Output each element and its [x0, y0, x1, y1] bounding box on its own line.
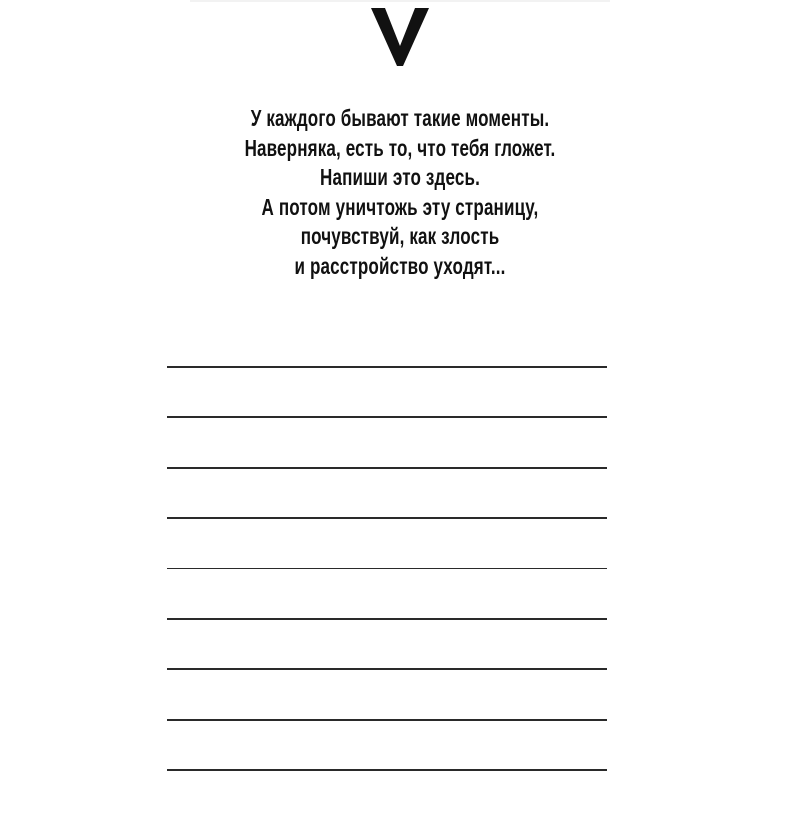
writing-line[interactable]: [167, 366, 607, 368]
writing-line[interactable]: [167, 517, 607, 519]
writing-line[interactable]: [167, 668, 607, 670]
writing-line[interactable]: [167, 467, 607, 469]
prompt-line: почувствуй, как злость: [300, 223, 500, 249]
writing-line[interactable]: [167, 719, 607, 721]
writing-line[interactable]: [167, 769, 607, 771]
prompt-line: Наверняка, есть то, что тебя гложет.: [244, 134, 556, 161]
prompt-line: Напиши это здесь.: [320, 164, 480, 190]
writing-line[interactable]: [167, 416, 607, 418]
prompt-line: А потом уничтожь эту страницу,: [261, 193, 539, 220]
letter-v-heading: [340, 0, 460, 74]
journal-prompt-text: [178, 104, 622, 281]
writing-line[interactable]: [167, 618, 607, 620]
letter-v-glyph: [365, 0, 435, 70]
writing-area[interactable]: [167, 366, 607, 820]
prompt-line: У каждого бывают такие моменты.: [250, 105, 550, 131]
writing-line[interactable]: [167, 568, 607, 570]
prompt-line: и расстройство уходят...: [294, 252, 506, 279]
